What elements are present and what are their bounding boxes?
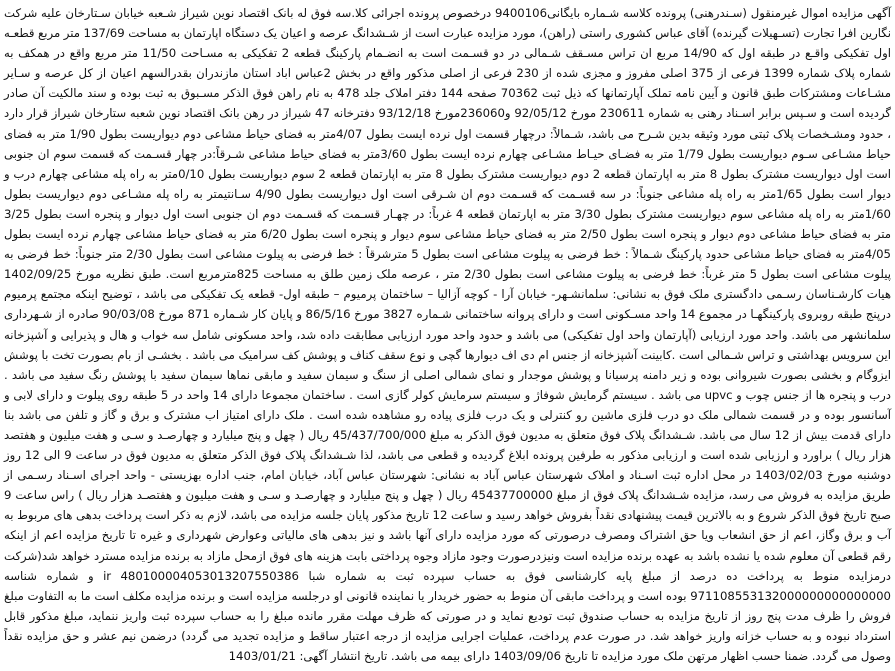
auction-notice-text (4, 3, 891, 666)
notice-body-text: آگهی مزایده اموال غیرمنقول (سـندرهنی) پرونده کلاسه شـماره بایگانی9400106 درخصوص پرونده اجرائی کلا.سه فوق له بانک اقتصاد نوین شیراز شـعبه خیابان سـتارخان علیه شرکت نگارین افرا تجارت (تسـهیلات گیرنده) آقای عباس کشوری راستی (راهن)، مورد مزایده عبارت است از شـشدانگ عرصه و اعیان یک دستگاه اپارتمان به مساحت 137/69 متر مربع قطعـه اول تفکیکی واقـع در طبقه اول که 14/90 مربع ان تراس مسـقف شـمالی در دو قسـمت است به انضـمام پارکینگ قطعه 2 تفکیکی به مسـاحت 11/50 متر مربع واقع در همکف به شماره پلاک شماره 1399 فرعی از 375 اصلی مفروز و مجزی شده از 230 فرعی از اصلی مذکور واقع در بخش 2عباس اباد استان مازندران بقدرالسهم اعیان از کل عرصه و سـایر مشـاعات ومشترکات طبق قانون و آیین نامه تملک آپارتمانها که ذیل ثبت 70362 صفحه 144 دفتر املاک جلد 478 به نام راهن فوق الذکر مسـبوق به ثبت بوده و سند مالکیت آن صادر گردیده است و سـپس برابر اسـناد رهنی به شماره 230611 مورخ 92/05/12 و236060مورخ 93/12/18 دفترخانه 47 شیراز در رهن بانک اقتصاد نوین شعبه ستارخان شیراز قرار دارد ، حدود ومشـخصات پلاک ثبتی مورد وثیقه بدین شـرح می باشد، شـمالاً: درچهار قسمت اول نرده ایست بطول 4/07متر به فضای حیاط مشاعی دوم دیواریست بطول 1/90 متر به فضای حیاط مشـاعی سـوم دیواریست بطول 1/79 متر به فضـای حیـاط مشـاعی چهارم نرده ایست بطول 3/60متر به فضای حیاط مشاعی شـرقاً:در چهار قسـمت که قسمت سوم ان جنوبی است اول دیواریست مشترک بطول 8 متر به اپارتمان قطعه 2 دوم دیواریست مشترک بطول 8 متر به اپارتمان قطعه 2 سوم دیواریست بطول 0/10متر به راه پله مشاعی چهارم درب و دیوار است بطول 1/65متر به راه پله مشاعی جنوباً: در سه قسـمت که قسـمت دوم ان شـرقی است اول دیواریست بطول 4/90 سـانتیمتر به راه پله مشـاعی دوم دیواریست بطول 1/60متر به راه پله مشاعی سوم دیواریست مشترک بطول 3/30 متر به اپارتمان قطعه 4 غرباً: در چهـار قسـمت که قسـمت دوم ان جنوبی است اول دیوار و پنجره است بطول 3/25 متر به فضای حیاط مشاعی دوم دیوار و پنجره است بطول 2/50 متر به فضای حیاط مشاعی سوم دیوار و پنجره است بطول 6/20 متر به فضای حیاط مشاعی چهارم نرده ایست بطول 4/05متر به فضای حیاط مشاعی حدود پارکینگ شـمالاً : خط فرضی به پیلوت مشاعی است بطول 5 مترشرقاً : خط فرضی به پیلوت مشاعی است بطول 2/30 متر جنوباً: خط فرضی به پیلوت مشاعی است بطول 5 متر غرباً: خط فرضی به پیلوت مشاعی است بطول 2/30 متر ، عرصه ملک زمین طلق به مساحت 825مترمربع است. طبق نظریه مورخ 1402/09/25 هیات کارشـناسان رسـمی دادگستری ملک فوق به نشانی: سلمانشـهر- خیابان آرا - کوچه آزالیا – ساختمان پرمیوم – طبقه اول- قطعه یک تفکیکی می باشد ، توضیح اینکه مجتمع پرمیوم درپنج طبقه روبروی پارکینگهـا در مجموع 14 واحد مسـکونی است و دارای پروانه ساختمانی شـماره 3827 مورخ 86/5/16 و پایان کار شـماره 871 مورخ 90/03/08 صادره از شـهرداری سلمانشهر می باشد. واحد مورد ارزیابی (آپارتمان واحد اول تفکیکی) می باشد و حدود واحد مورد ارزیابی مطابقت داده شد، واحد مسکونی شامل سه خواب و هال و پذیرایی و آشپزخانه این سرویس بهداشتی و تراس شـمالی است .کابینت آشپزخانه از جنس ام دی اف دیوارها گچی و نوع سقف کناف و پوشش کف سرامیک می باشد . بخشـی از بام بصورت تخت با پوشش ایزوگام و بخشی بصورت شیروانی بوده و زیر دامنه پرسیانا و پوشش موجدار و نمای شمالی اصلی از سنگ و سیمان سفید و مابقی نماها سیمان سفید با پوشش رنگ سفید می باشد . درب و پنجره ها از جنس چوب و upvc می باشد . سیستم گرمایش شوفاژ و سیستم سرمایش کولر گازی است . ساختمان مجموعا دارای 14 واحد در 5 طبقه روی پیلوت و دارای لابی و آسانسور بوده و در قسمت شمالی ملک دو درب فلزی ماشین رو کنترلی و یک درب فلزی پیاده رو مشاهده شده است . ملک دارای امتیاز اب مشترک و برق و گاز و تلفن می باشد بنا دارای قدمت بیش از 12 سال می باشد. شـشدانگ پلاک فوق متعلق به مدیون فوق الذکر به مبلغ 45/437/700/000 ریال ( چهل و پنج میلیارد و چهارصـد و سـی و هفت میلیون و هفتصد هزار ریال ) براورد و ارزیابی شده است و ارزیابی مذکور به طرفین پرونده ابلاغ گردیده و قطعی می باشد، لذا شـشدانگ پلاک فوق الذکر متعلق به مدیون فوق در ساعت 9 الی 12 روز دوشنبه مورخ 1403/02/03 در محل اداره ثبت اسـناد و املاک شهرستان عباس آباد به نشانی: شهرستان عباس آباد، خیابان امام، جنب اداره بهزیستی - واحد اجرای اسـناد رسـمی از طریق مزایده به فروش می رسد، مزایده شـشدانگ پلاک فوق از مبلغ 45437700000 ریال ( چهل و پنج میلیارد و چهارصـد و سـی و هفت میلیون و هفتصـد هزار ریال ) راس ساعت 9 صبح تاریخ فوق الذکر شروع و به بالاترین قیمت پیشنهادی نقداً بفروش خواهد رسید و ساعت 12 تاریخ مذکور پایان جلسه مزایده می باشد، لازم به ذکر است پرداخت بدهی های مربوط به آب و برق وگاز، اعم از حق انشعاب ویا حق اشتراک ومصرف درصورتی که مورد مزایده دارای آنها باشد و نیز بدهی های مالیاتی وعوارض شهرداری و غیره تا تاریخ مزایده اعم از اینکه رقم قطعی آن معلوم شده یا نشده باشد به عهده برنده مزایده است ونیزدرصورت وجود مازاد وجوه پرداختی بابت هزینه های فوق ازمحل مازاد به برنده مزایده مسترد خواهد شد(شرکت درمزایده منوط به پرداخت ده درصد از مبلغ پایه کارشناسی فوق به حساب سپرده ثبت به شماره شبا 480100004053013207550386 ir و شماره شناسه 971108553132000000000000000 بوده است و پرداخت مابقی آن منوط به حضور خریدار یا نماینده قانونی او درجلسه مزایده است و برنده مزایده مکلف است ما به التفاوت مبلغ فروش را ظرف مدت پنج روز از تاریخ مزایده به حساب صندوق ثبت تودیع نماید و در صورتی که ظرف مهلت مقرر مانده مبلغ را به حساب سپرده ثبت واریز ننماید، مبلغ مذکور قابل استرداد نبوده و به حساب خزانه واریز خواهد شد. در صورت عدم پرداخت، عملیات اجرایی مزایده از درجه اعتبار ساقط و مزایده تجدید می گردد) درضمن نیم عشر و حق مزایده نقداً وصول می گردد. ضمنا حسب اظهار مرتهن ملک مورد مزایده تا تاریخ 1403/09/06 دارای بیمه می باشد. تاریخ انتشار آگهی: (4, 6, 892, 663)
publication-date: 1403/01/21 (228, 649, 296, 663)
